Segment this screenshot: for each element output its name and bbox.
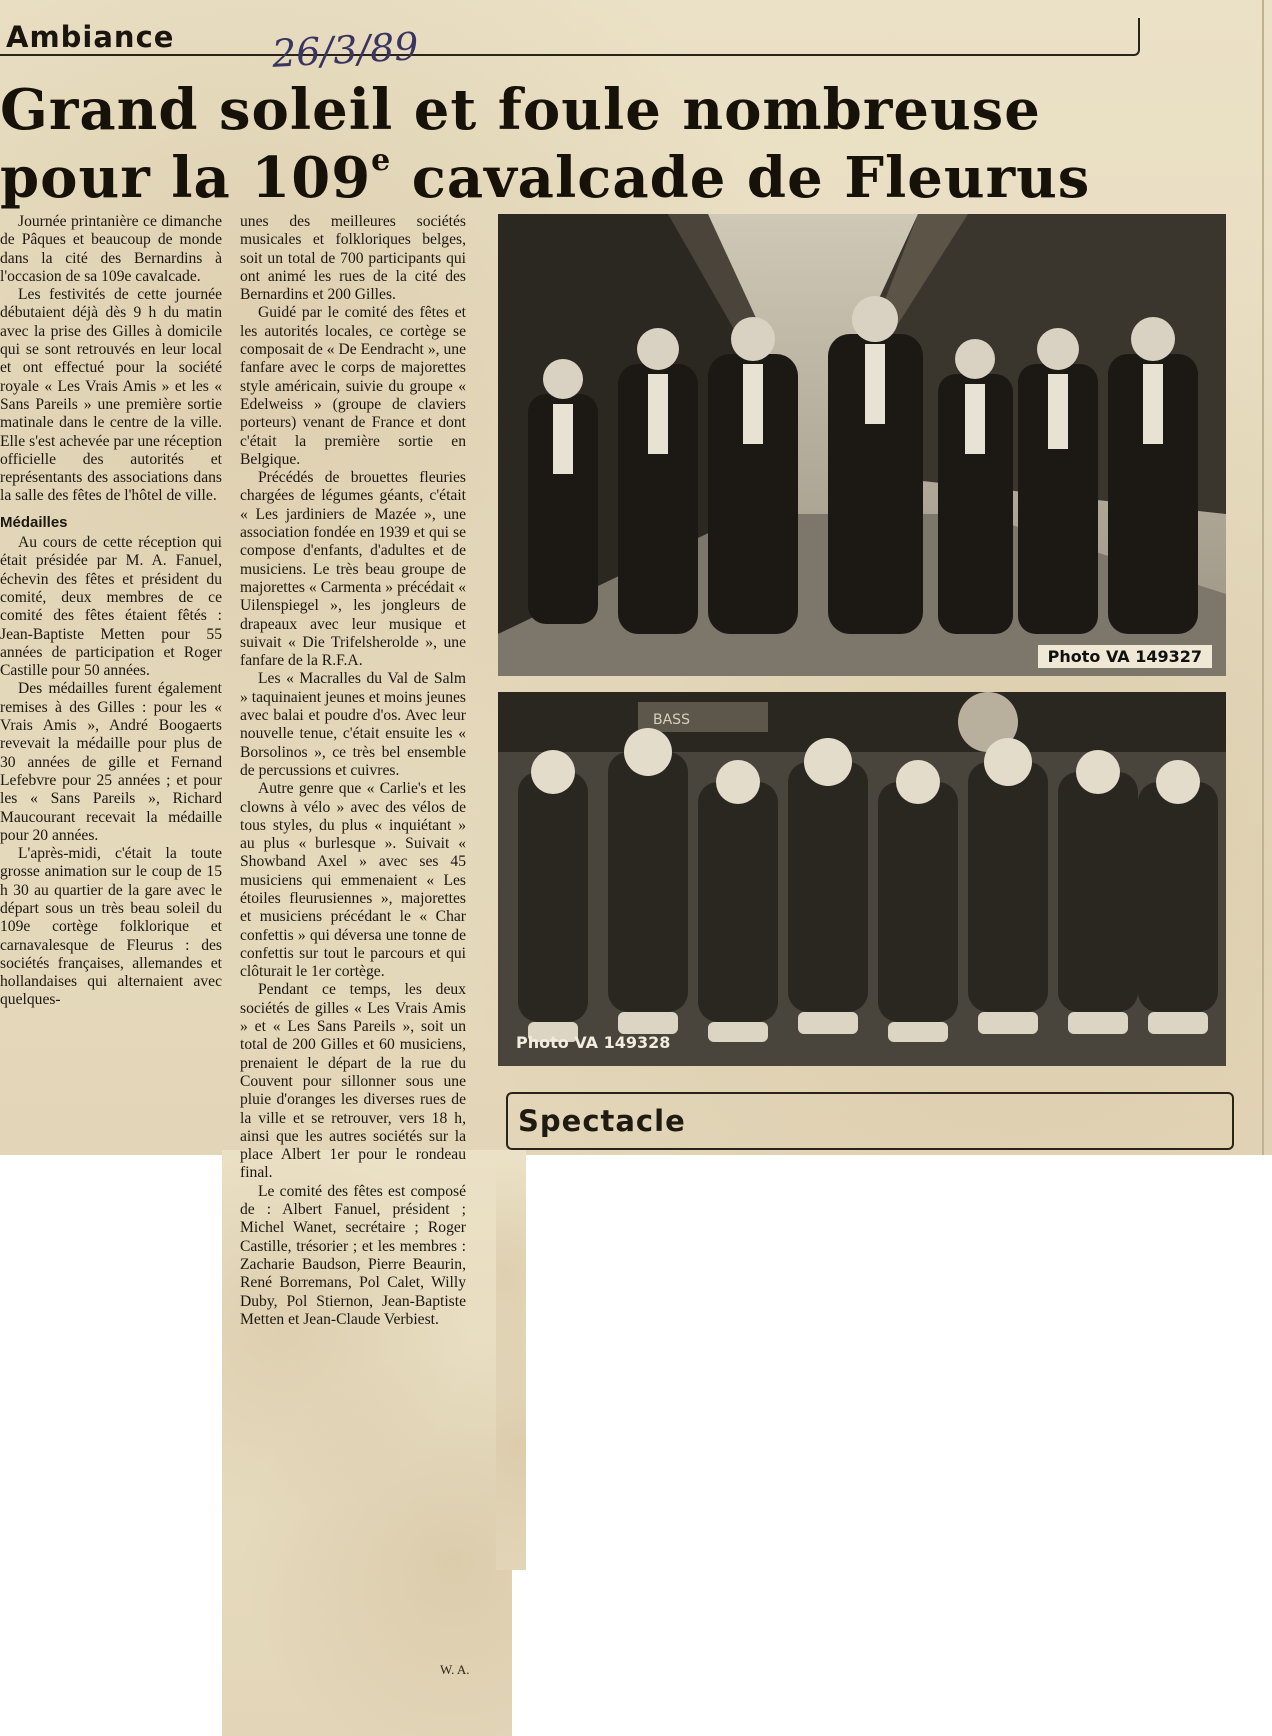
paragraph: Autre genre que « Carlie's et les clowns à vélo » avec des vélos de tous styles, du plus « inquiétant » au plus « burlesque ». Suivait « Showband Axel » avec ses 45 musiciens qui emmenaient « Les étoiles fleurusiennes », majorettes et musiciens précédant le « Char confettis » qui déversa une tonne de confettis sur tout le parcours et qui clôturait le 1er cortège.	[240, 780, 466, 981]
paragraph: Des médailles furent également remises à des Gilles : pour les « Vrais Amis », André Boogaerts revevait la médaille pour plus de 30 années de gille et Fernand Lefebvre pour 25 années ; et pour les « Sans Pareils », Richard Maucourant recevait la médaille pour 20 années.	[0, 680, 222, 844]
section-label: Ambiance	[6, 20, 175, 54]
headline-line-2	[0, 143, 1091, 211]
sign-text: BASS	[653, 712, 690, 728]
paragraph: unes des meilleures sociétés musicales et folkloriques belges, soit un total de 700 participants qui ont animé les rues de la cité des Bernardins et 200 Gilles.	[240, 213, 466, 304]
paragraph: Journée printanière ce dimanche de Pâques et beaucoup de monde dans la cité des Bernardins à l'occasion de sa 109e cavalcade.	[0, 213, 222, 285]
photo-gilles-parade	[498, 692, 1226, 1066]
clipping-edge	[1262, 0, 1264, 1155]
photo-officials-parade	[498, 214, 1226, 676]
photo-credit-1: Photo VA 149327	[1038, 645, 1212, 668]
paragraph: Guidé par le comité des fêtes et les autorités locales, ce cortège se composait de « De Eendracht », une fanfare avec le corps de majorettes style américain, suivie du groupe « Edelweiss » (groupe de claviers porteurs) venant de France et dont c'était la première sortie en Belgique.	[240, 304, 466, 468]
paragraph: Le comité des fêtes est composé de : Albert Fanuel, président ; Michel Wanet, secrétaire ; Roger Castille, trésorier ; et les membres : Zacharie Baudson, Pierre Beaurin, René Borremans, Pol Calet, Willy Duby, Pol Stiernon, Jean-Baptiste Metten et Jean-Claude Verbiest.	[240, 1182, 466, 1328]
paragraph: Pendant ce temps, les deux sociétés de gilles « Les Vrais Amis » et « Les Sans Pareils », soit un total de 200 Gilles et 60 musiciens, prenaient le départ de la rue du Couvent pour sillonner sous une pluie d'oranges les diverses rues de la ville et se retrouver, vers 18 h, ainsi que les autres sociétés sur la place Albert 1er pour le rondeau final.	[240, 981, 466, 1182]
photo-gilles-image	[498, 692, 1226, 1066]
paragraph: Les « Macralles du Val de Salm » taquinaient jeunes et moins jeunes avec balai et poudre d'os. Avec leur nouvelle tenue, c'était ensuite les « Borsolinos », ce très bel ensemble de percussions et cuivres.	[240, 670, 466, 779]
paragraph: Les festivités de cette journée débutaient déjà dès 9 h du matin avec la prise des Gilles à domicile qui se sont retrouvés en leur local et ont effectué pour la société royale « Les Vrais Amis » et les « Sans Pareils » une première sortie matinale dans le centre de la ville. Elle s'est achevée par une réception officielle des autorités et représentants des associations dans la salle des fêtes de l'hôtel de ville.	[0, 286, 222, 505]
author-signature: W. A.	[440, 1662, 470, 1677]
handwritten-date: 26/3/89	[270, 24, 420, 76]
photo-officials-image	[498, 214, 1226, 676]
paragraph: Précédés de brouettes fleuries chargées de légumes géants, c'était « Les jardiniers de Mazée », une association fondée en 1939 et qui se compose d'enfants, d'adultes et de musiciens. Le très beau groupe de majorettes « Carmenta » précédait « Uilenspiegel », les jongleurs de drapeaux avec leur musique et suivait « Die Trifelsherolde », une fanfare de la R.F.A.	[240, 469, 466, 670]
paragraph: Au cours de cette réception qui était présidée par M. A. Fanuel, échevin des fêtes et président du comité, deux membres de ce comité des fêtes étaient fêtés : Jean-Baptiste Metten pour 55 années de participation et Roger Castille pour 50 années.	[0, 534, 222, 680]
paragraph: L'après-midi, c'était la toute grosse animation sur le coup de 15 h 30 au quartier de la gare avec le départ sous un très beau soleil du 109e cortège folklorique et carnavalesque de Fleurus : des sociétés françaises, allemandes et hollandaises qui alternaient avec quelques-	[0, 845, 222, 1009]
article-column-1	[0, 213, 222, 1010]
article-column-2	[240, 213, 466, 1329]
headline-superscript: e	[371, 143, 392, 178]
clipping-torn-strip	[496, 1150, 526, 1570]
subheading: Médailles	[0, 513, 68, 531]
headline-line-2-b: cavalcade de Fleurus	[391, 145, 1091, 211]
photo-credit-2: Photo VA 149328	[516, 1033, 671, 1052]
headline-line-1: Grand soleil et foule nombreuse	[0, 77, 1041, 143]
next-section-label: Spectacle	[518, 1104, 686, 1138]
headline-line-2-a: pour la 109	[0, 145, 372, 211]
